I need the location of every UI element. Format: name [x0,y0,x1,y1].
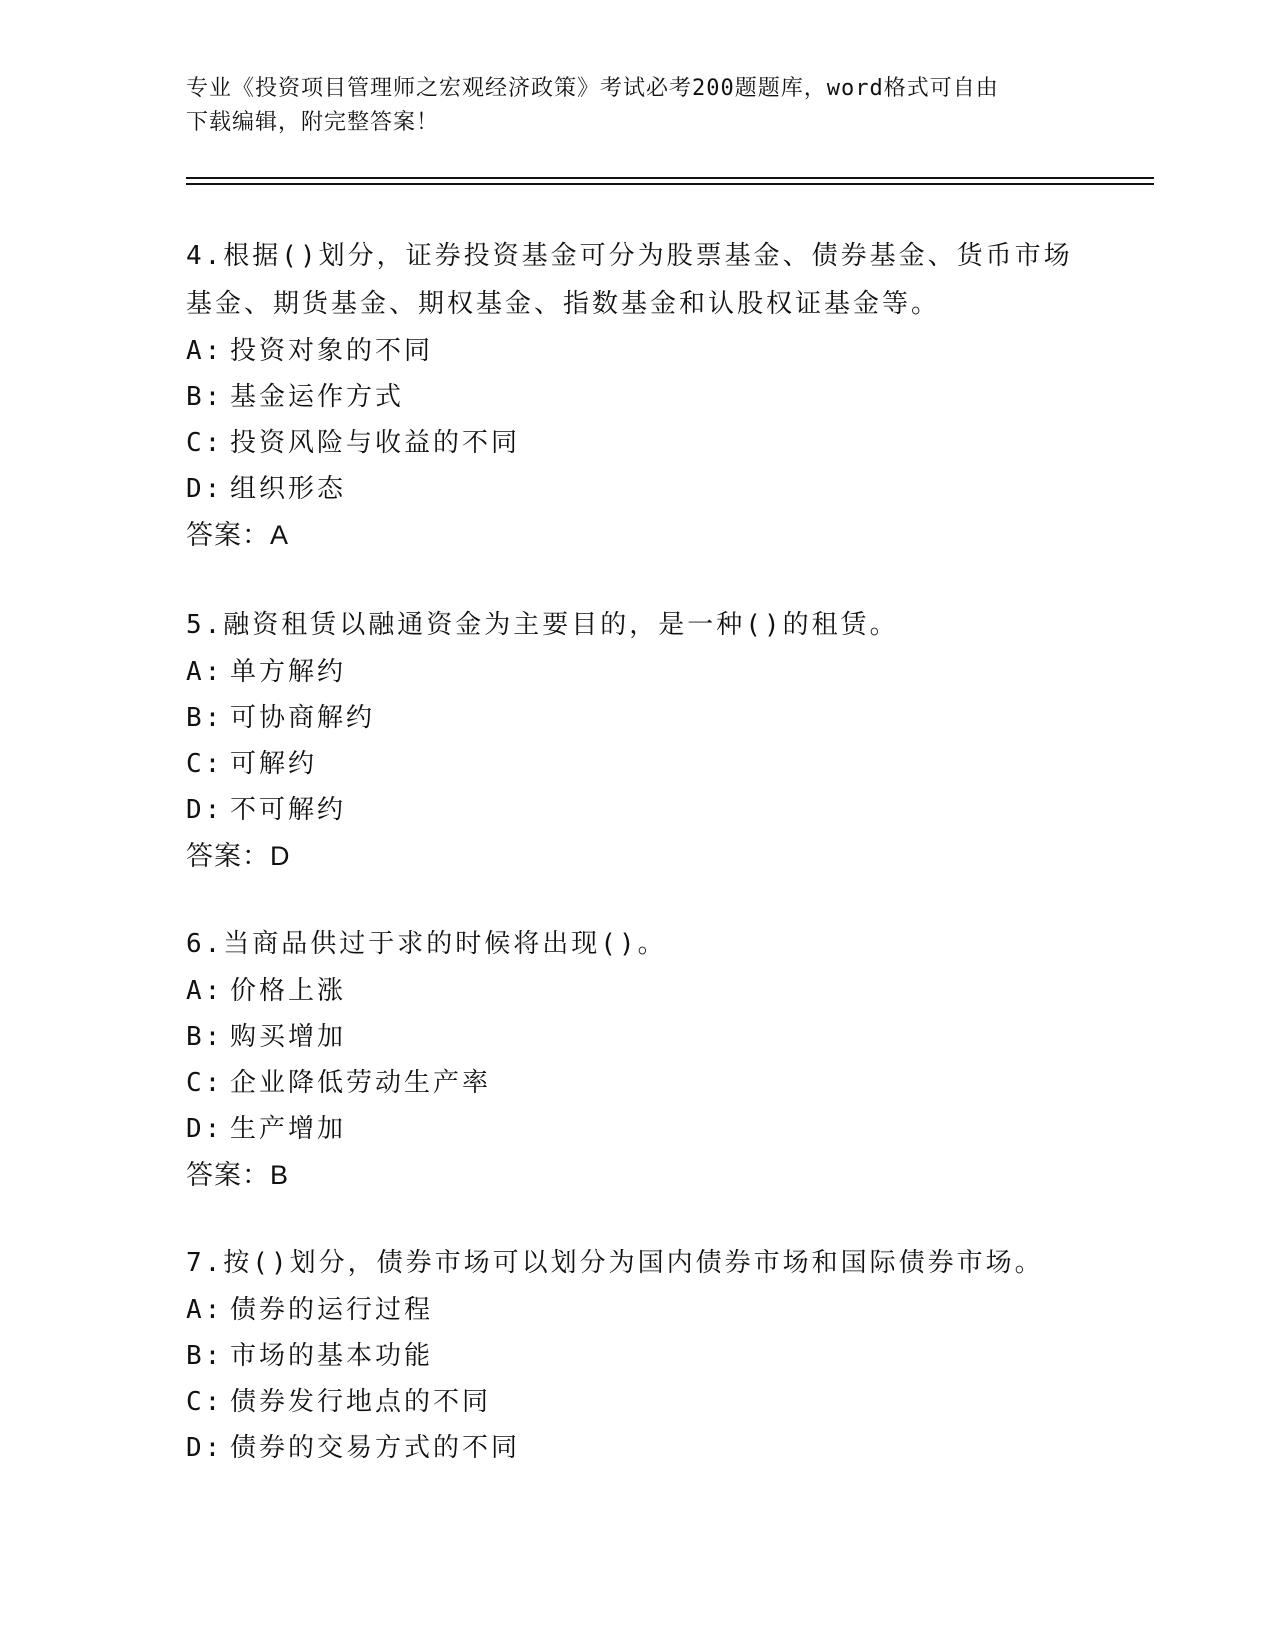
option-key: C: [186,428,224,458]
option-text: 投资对象的不同 [230,336,434,366]
header-line-2: 下载编辑，附完整答案！ [186,110,440,135]
option-key: D: [186,474,224,504]
option-key: C: [186,1387,224,1417]
option-key: D: [186,1433,224,1463]
option-text: 市场的基本功能 [230,1341,434,1371]
option-text: 基金运作方式 [230,382,405,412]
option-a [186,1287,1086,1333]
option-text: 可协商解约 [230,703,376,733]
option-text: 企业降低劳动生产率 [230,1068,492,1098]
option-c [186,1060,1086,1106]
answer: 答案：B [186,1160,290,1190]
header-line-1: 专业《投资项目管理师之宏观经济政策》考试必考200题题库，word格式可自由 [186,76,999,101]
option-key: A: [186,976,224,1006]
question-6 [186,920,1086,1198]
option-text: 组织形态 [230,474,347,504]
document-header [186,72,1086,140]
question-7 [186,1239,1086,1471]
question-4 [186,232,1086,558]
question-stem-line: 基金、期货基金、期权基金、指数基金和认股权证基金等。 [186,289,941,319]
option-key: A: [186,1295,224,1325]
option-key: B: [186,382,224,412]
option-b [186,1333,1086,1379]
option-c [186,1379,1086,1425]
option-text: 债券发行地点的不同 [230,1387,492,1417]
option-d [186,1106,1086,1152]
question-stem-line: 6.当商品供过于求的时候将出现()。 [186,929,667,959]
header-divider-top [186,177,1154,179]
option-d [186,466,1086,512]
option-b [186,1014,1086,1060]
option-key: B: [186,1341,224,1371]
option-a [186,649,1086,695]
option-key: A: [186,657,224,687]
option-key: D: [186,795,224,825]
question-stem-line: 5.融资租赁以融通资金为主要目的，是一种()的租赁。 [186,610,899,640]
option-text: 可解约 [230,749,318,779]
option-b [186,695,1086,741]
option-text: 不可解约 [230,795,347,825]
option-text: 价格上涨 [230,976,347,1006]
option-key: C: [186,1068,224,1098]
option-a [186,328,1086,374]
option-key: B: [186,1022,224,1052]
header-divider-bottom [186,183,1154,185]
option-c [186,420,1086,466]
option-text: 债券的交易方式的不同 [230,1433,521,1463]
option-key: C: [186,749,224,779]
question-stem-line: 7.按()划分，债券市场可以划分为国内债券市场和国际债券市场。 [186,1248,1044,1278]
answer: 答案：D [186,841,291,871]
option-text: 投资风险与收益的不同 [230,428,521,458]
answer: 答案：A [186,520,290,550]
question-stem-line: 4.根据()划分，证券投资基金可分为股票基金、债券基金、货币市场 [186,241,1073,271]
option-text: 生产增加 [230,1114,347,1144]
question-5 [186,601,1086,879]
option-a [186,968,1086,1014]
option-text: 债券的运行过程 [230,1295,434,1325]
option-key: B: [186,703,224,733]
option-d [186,1425,1086,1471]
option-text: 购买增加 [230,1022,347,1052]
option-key: D: [186,1114,224,1144]
option-b [186,374,1086,420]
option-text: 单方解约 [230,657,347,687]
option-d [186,787,1086,833]
option-key: A: [186,336,224,366]
option-c [186,741,1086,787]
